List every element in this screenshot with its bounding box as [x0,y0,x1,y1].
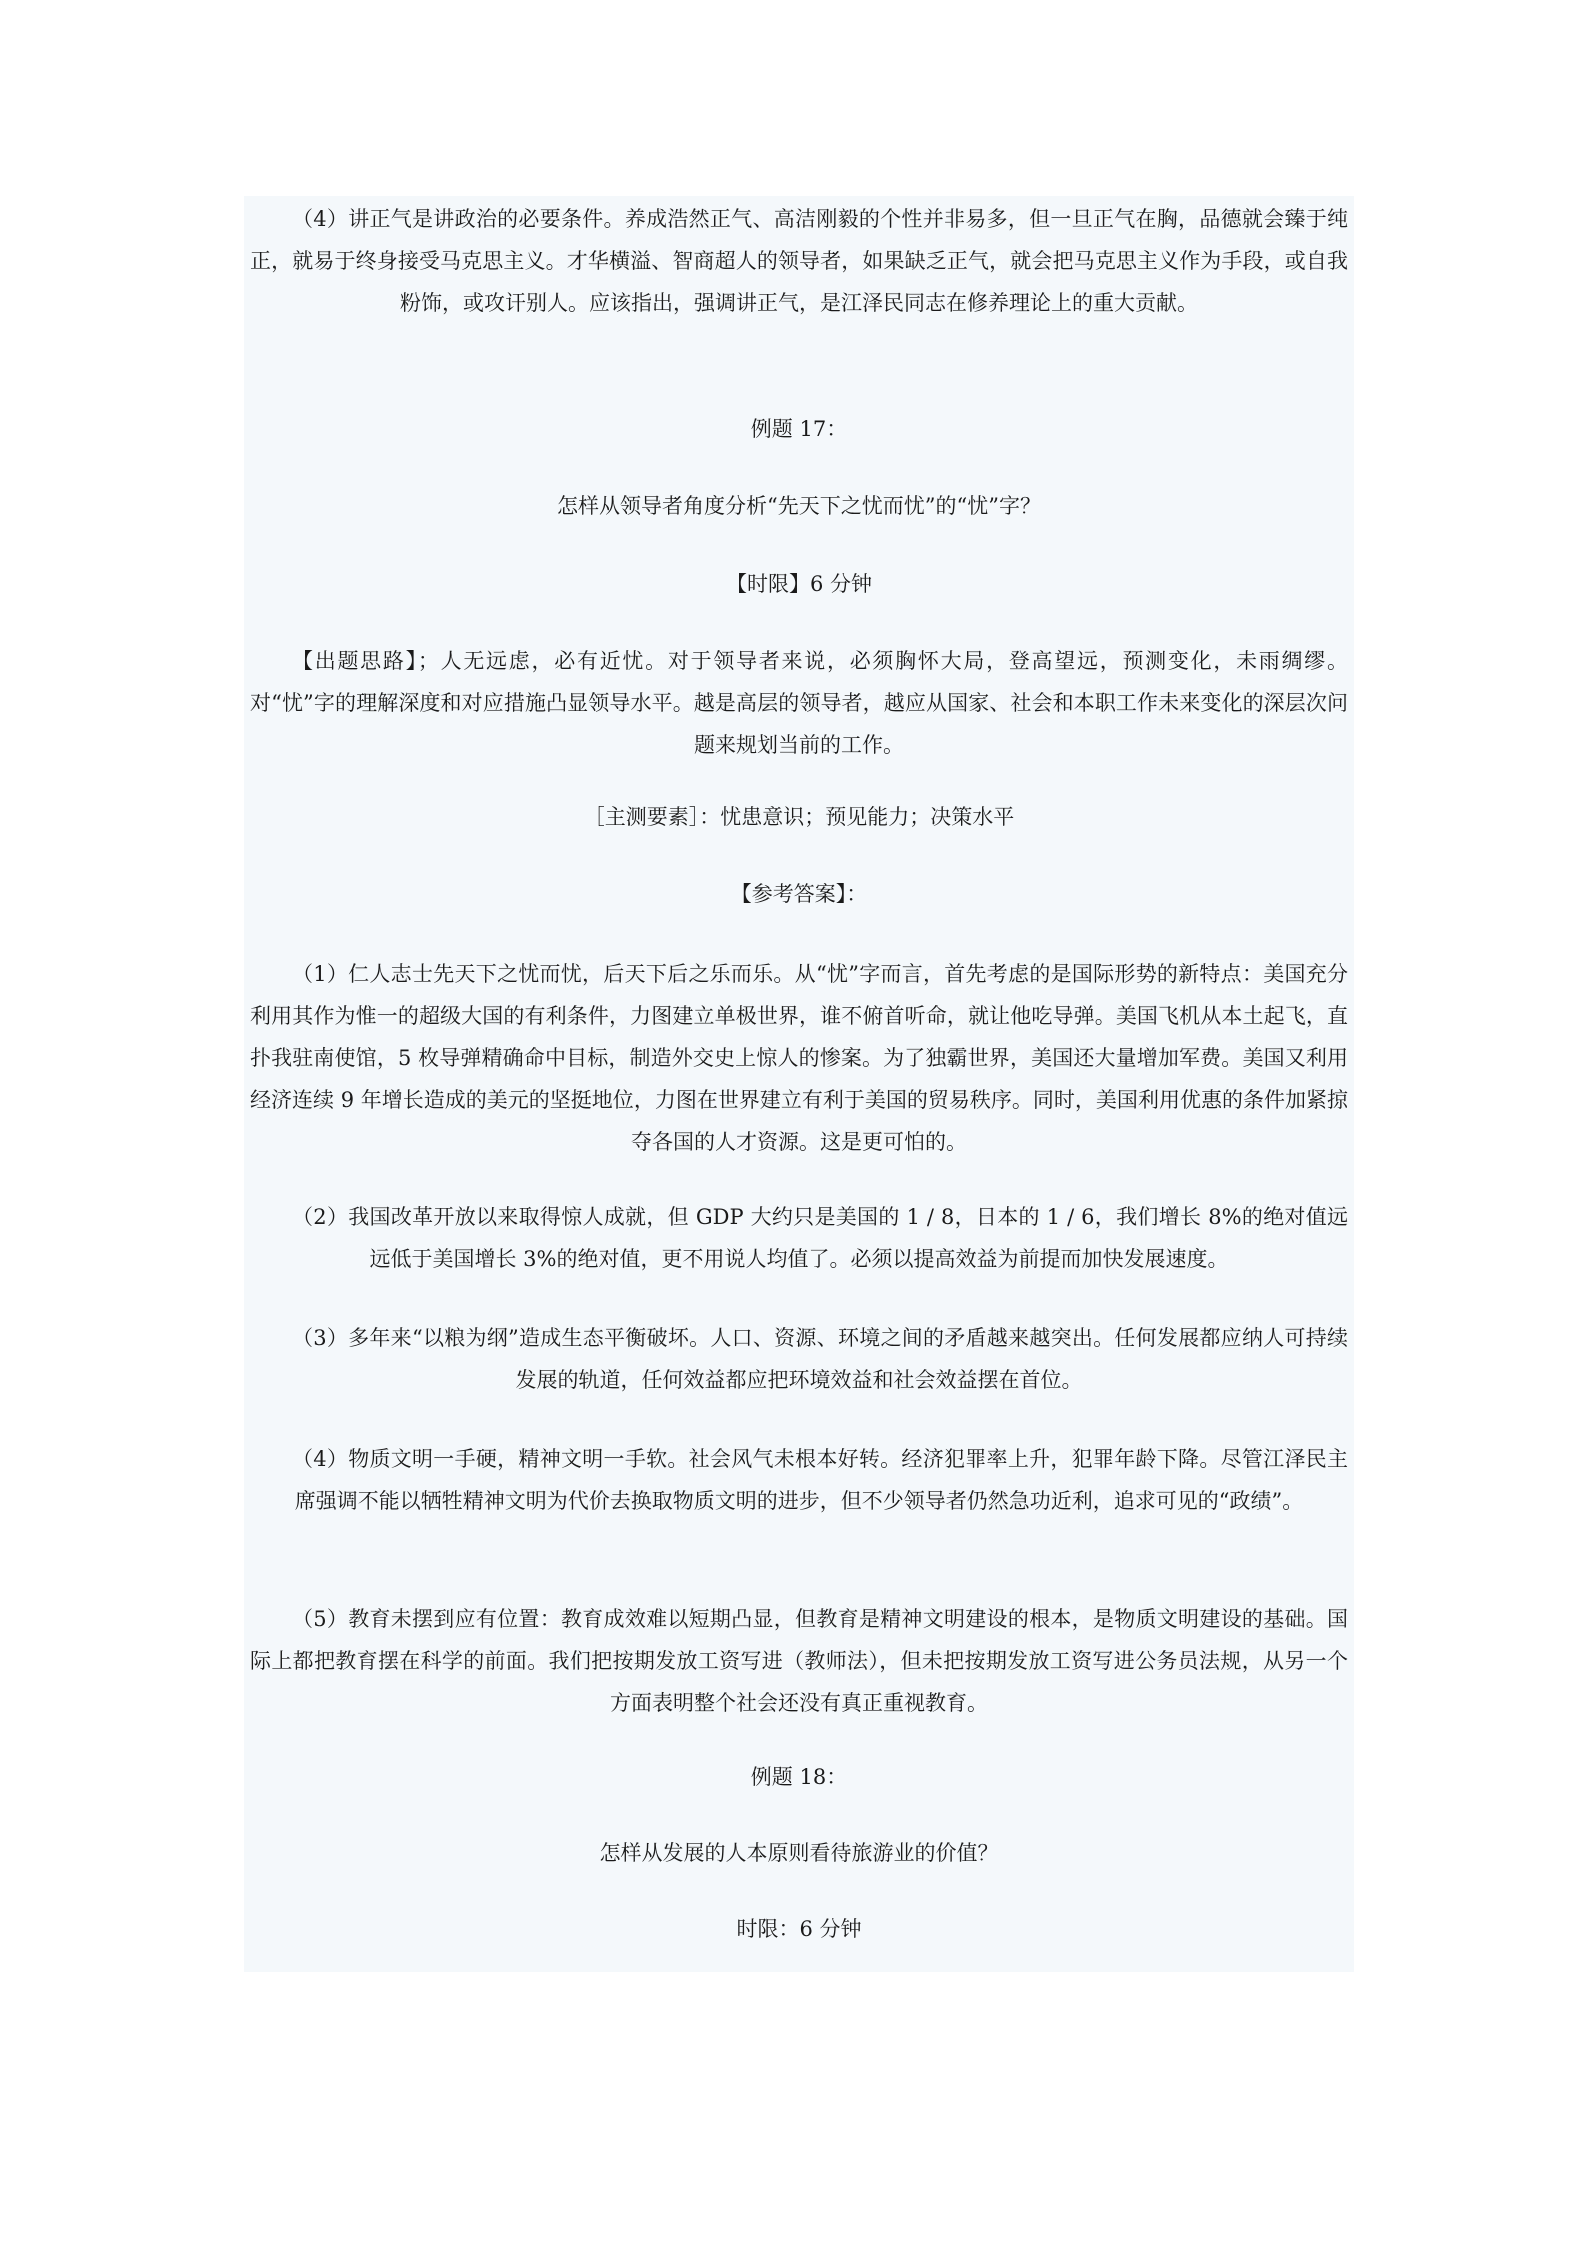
answer-4 [250,1438,1348,1522]
question-text: 怎样从领导者角度分析“先天下之忧而忧”的“忧”字？ [557,494,1041,518]
paragraph-text: （2）我国改革开放以来取得惊人成就，但 GDP 大约只是美国的 1 / 8，日本的 1 / 6，我们增长 8%的绝对值远远低于美国增长 3%的绝对值，更不用说人均值了。必须以提高效益为前提而加快发展速度。 [292,1205,1348,1271]
example-18-time-limit [250,1908,1348,1950]
paragraph-text: （4）讲正气是讲政治的必要条件。养成浩然正气、高洁刚毅的个性并非易多，但一旦正气在胸，品德就会臻于纯正，就易于终身接受马克思主义。才华横溢、智商超人的领导者，如果缺乏正气，就会把马克思主义作为手段，或自我粉饰，或攻讦别人。应该指出，强调讲正气，是江泽民同志在修养理论上的重大贡献。 [250,207,1348,315]
paragraph-text: （3）多年来“以粮为纲”造成生态平衡破坏。人口、资源、环境之间的矛盾越来越突出。任何发展都应纳人可持续发展的轨道，任何效益都应把环境效益和社会效益摆在首位。 [292,1326,1348,1392]
answer-1 [250,953,1348,1163]
paragraph-text: （4）物质文明一手硬，精神文明一手软。社会风气未根本好转。经济犯罪率上升，犯罪年龄下降。尽管江泽民主席强调不能以牺牲精神文明为代价去换取物质文明的进步，但不少领导者仍然急功近利，追求可见的“政绩”。 [292,1447,1348,1513]
example-18-question [250,1832,1348,1874]
heading-text: 例题 18： [750,1765,848,1789]
example-17-title [250,408,1348,450]
answer-heading [250,873,1348,915]
heading-text: 例题 17： [750,417,848,441]
elements-text: ［主测要素］：忧患意识；预见能力；决策水平 [583,805,1015,829]
example-17-question [250,485,1348,527]
time-limit-text: 【时限】6 分钟 [725,572,873,596]
document-panel [244,196,1354,1972]
time-limit-text: 时限：6 分钟 [736,1917,862,1941]
paragraph-text: 【出题思路】；人无远虑，必有近忧。对于领导者来说，必须胸怀大局，登高望远，预测变化，未雨绸缪。对“忧”字的理解深度和对应措施凸显领导水平。越是高层的领导者，越应从国家、社会和本职工作未来变化的深层次问题来规划当前的工作。 [250,649,1348,757]
paragraph-4-intro [250,198,1348,324]
answer-2 [250,1196,1348,1280]
question-text: 怎样从发展的人本原则看待旅游业的价值？ [599,1841,999,1865]
example-18-title [250,1756,1348,1798]
tested-elements [250,796,1348,838]
heading-text: 【参考答案】： [730,882,868,906]
answer-3 [250,1317,1348,1401]
question-idea [250,640,1348,766]
paragraph-text: （5）教育未摆到应有位置：教育成效难以短期凸显，但教育是精神文明建设的根本，是物质文明建设的基础。国际上都把教育摆在科学的前面。我们把按期发放工资写进（教师法），但未把按期发放工资写进公务员法规，从另一个方面表明整个社会还没有真正重视教育。 [250,1607,1348,1715]
paragraph-text: （1）仁人志士先天下之忧而忧，后天下后之乐而乐。从“忧”字而言，首先考虑的是国际形势的新特点：美国充分利用其作为惟一的超级大国的有利条件，力图建立单极世界，谁不俯首听命，就让他吃导弹。美国飞机从本土起飞，直扑我驻南使馆，5 枚导弹精确命中目标，制造外交史上惊人的惨案。为了独霸世界，美国还大量增加军费。美国又利用经济连续 9 年增长造成的美元的坚挺地位，力图在世界建立有利于美国的贸易秩序。同时，美国利用优惠的条件加紧掠夺各国的人才资源。这是更可怕的。 [250,962,1348,1154]
example-17-time-limit [250,563,1348,605]
answer-5 [250,1598,1348,1724]
